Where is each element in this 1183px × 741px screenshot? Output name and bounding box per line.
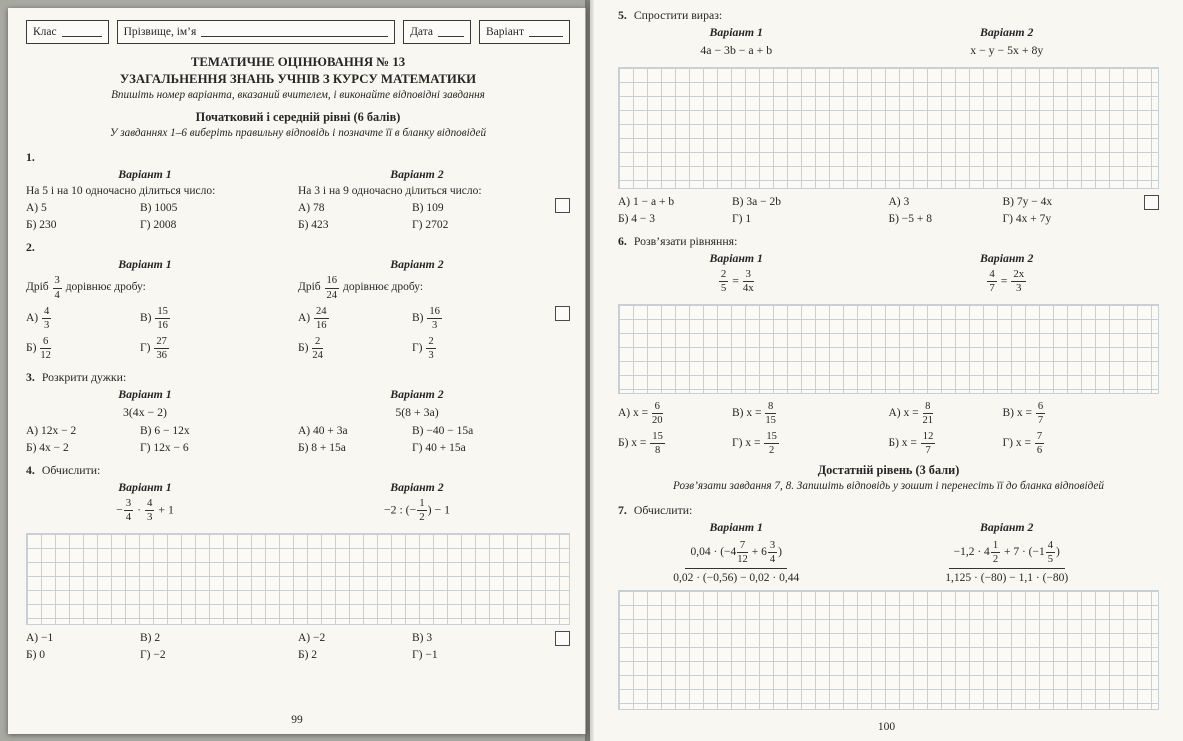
question-number: 1. bbox=[26, 150, 35, 165]
answer-option: А) 78 bbox=[298, 202, 325, 215]
fraction: $\frac{16}{3}$ bbox=[429, 305, 440, 331]
question-4 bbox=[26, 463, 570, 661]
q4-variant-2 bbox=[298, 478, 570, 527]
answer-option: А) $\frac{4}{3}$ bbox=[26, 305, 50, 331]
fraction-denominator: 1,125 · (−80) − 1,1 · (−80) bbox=[945, 572, 1069, 585]
expression bbox=[889, 540, 1126, 584]
fraction: $\frac{24}{16}$ bbox=[316, 305, 327, 331]
class-blank[interactable] bbox=[62, 26, 102, 37]
fraction: $\frac{2x}{3}$ bbox=[1013, 268, 1025, 295]
fraction: $\frac{6}{7}$ bbox=[1037, 400, 1044, 426]
fraction-numerator: 0,04 · (−4 $\frac{7}{12}$ + 6 $\frac{3}{4}$ ) bbox=[685, 540, 787, 569]
answer-option: В) 109 bbox=[412, 202, 444, 215]
answer-option: Б) 423 bbox=[298, 219, 329, 232]
question-number: 7. bbox=[618, 503, 627, 518]
options-list bbox=[889, 401, 1126, 456]
fraction: $\frac{4}{7}$ bbox=[989, 268, 995, 295]
q7-variant-1 bbox=[618, 518, 889, 584]
fraction: $\frac{27}{36}$ bbox=[156, 335, 167, 361]
date-blank[interactable] bbox=[438, 26, 464, 37]
expression bbox=[618, 540, 855, 584]
fraction: $\frac{8}{15}$ bbox=[765, 400, 776, 426]
answer-option: В) x = $\frac{6}{7}$ bbox=[1002, 400, 1044, 426]
question-text: Дріб $\frac{3}{4}$ дорівнює дробу: bbox=[26, 275, 146, 301]
expression: 3(4x − 2) bbox=[122, 405, 167, 420]
working-grid bbox=[618, 590, 1159, 710]
answer-option: Г) $\frac{27}{36}$ bbox=[140, 335, 167, 361]
level1-title: Початковий і середній рівні (6 балів) bbox=[195, 110, 401, 125]
page-subtitle: УЗАГАЛЬНЕННЯ ЗНАНЬ УЧНІВ З КУРСУ МАТЕМАТИКИ bbox=[119, 71, 477, 86]
expression: x − y − 5x + 8y bbox=[970, 43, 1044, 57]
variant-field bbox=[479, 20, 570, 44]
answer-option: Б) x = $\frac{12}{7}$ bbox=[888, 430, 934, 457]
date-label: Дата bbox=[410, 25, 433, 38]
answer-option: Б) $\frac{6}{12}$ bbox=[26, 335, 51, 361]
answer-option: В) 3a − 2b bbox=[732, 196, 781, 208]
q1-variant-2 bbox=[298, 165, 570, 231]
answer-option: Г) 4x + 7y bbox=[1002, 213, 1052, 225]
working-grid bbox=[26, 533, 570, 625]
variant-1-header: Варіант 1 bbox=[118, 167, 172, 182]
equation: $\frac{2}{5}$ = $\frac{3}{4x}$ bbox=[720, 268, 754, 295]
variant-2-header: Варіант 2 bbox=[390, 480, 444, 495]
answer-option: В) 7y − 4x bbox=[1002, 196, 1053, 208]
variant-2-header: Варіант 2 bbox=[390, 387, 444, 402]
name-label: Прізвище, ім’я bbox=[123, 25, 197, 38]
question-text: На 3 і на 9 одночасно ділиться число: bbox=[298, 185, 482, 198]
fraction: $\frac{2}{3}$ bbox=[428, 335, 434, 361]
fraction: $\frac{8}{21}$ bbox=[922, 400, 934, 426]
left-page bbox=[8, 8, 586, 734]
variant-label: Варіант bbox=[485, 25, 524, 38]
q2-variant-1 bbox=[26, 255, 298, 361]
options-list bbox=[618, 401, 855, 456]
right-page bbox=[590, 0, 1183, 741]
question-3 bbox=[26, 370, 570, 454]
fraction: $\frac{2}{24}$ bbox=[312, 335, 323, 361]
fraction: $\frac{15}{2}$ bbox=[766, 430, 777, 457]
answer-option: В) 6 − 12x bbox=[140, 425, 190, 438]
answer-option: В) $\frac{16}{3}$ bbox=[412, 305, 440, 331]
answer-option: Г) 40 + 15a bbox=[412, 442, 466, 455]
options-list bbox=[298, 306, 536, 361]
options-list bbox=[298, 632, 536, 661]
fraction: $\frac{12}{7}$ bbox=[922, 430, 934, 457]
variant-1-header: Варіант 1 bbox=[709, 251, 763, 265]
fraction: $\frac{4}{3}$ bbox=[44, 305, 50, 331]
fraction: $\frac{16}{24}$ bbox=[326, 275, 338, 301]
class-field bbox=[26, 20, 109, 44]
answer-checkbox-q5[interactable] bbox=[1144, 195, 1159, 210]
question-2 bbox=[26, 240, 570, 361]
answer-option: Г) x = $\frac{15}{2}$ bbox=[732, 430, 777, 457]
q6-options-v2 bbox=[889, 396, 1160, 456]
variant-1-header: Варіант 1 bbox=[118, 480, 172, 495]
answer-option: А) 12x − 2 bbox=[26, 425, 77, 438]
variant-2-header: Варіант 2 bbox=[980, 520, 1034, 535]
fraction: $\frac{7}{6}$ bbox=[1036, 430, 1043, 457]
options-list bbox=[298, 425, 536, 454]
fraction: $\frac{4}{5}$ bbox=[1047, 540, 1054, 566]
q5-variant-2 bbox=[889, 23, 1160, 61]
answer-option: Г) −2 bbox=[140, 648, 166, 661]
variant-2-header: Варіант 2 bbox=[980, 251, 1034, 265]
question-1 bbox=[26, 150, 570, 231]
answer-checkbox-q1[interactable] bbox=[555, 198, 570, 213]
q5-variant-1 bbox=[618, 23, 889, 61]
level2-instruction: Розв’язати завдання 7, 8. Запишіть відповідь у зошит і перенесіть її до бланка відповідей bbox=[673, 480, 1104, 493]
variant-1-header: Варіант 1 bbox=[709, 520, 763, 535]
q4-variant-1 bbox=[26, 478, 298, 527]
answer-option: Г) 12x − 6 bbox=[140, 442, 189, 455]
fraction: $\frac{4}{3}$ bbox=[147, 497, 153, 524]
q4-options-v2 bbox=[298, 627, 570, 661]
main-instruction: Впишіть номер варіанта, вказаний вчителем, і виконайте відповідні завдання bbox=[111, 89, 485, 102]
level1-instruction: У завданнях 1–6 виберіть правильну відповідь і позначте її в бланку відповідей bbox=[109, 127, 487, 140]
fraction: $\frac{15}{16}$ bbox=[157, 305, 168, 331]
variant-blank[interactable] bbox=[529, 26, 563, 37]
options-list bbox=[618, 196, 855, 225]
q4-options-v1 bbox=[26, 627, 298, 661]
options-list bbox=[889, 196, 1126, 225]
question-7 bbox=[618, 503, 1159, 710]
question-6 bbox=[618, 234, 1159, 456]
answer-option: Г) $\frac{2}{3}$ bbox=[412, 335, 434, 361]
variant-2-header: Варіант 2 bbox=[390, 257, 444, 272]
fraction: $\frac{15}{8}$ bbox=[652, 430, 663, 457]
answer-option: Б) 2 bbox=[298, 648, 318, 661]
options-list bbox=[298, 202, 536, 231]
answer-option: А) x = $\frac{8}{21}$ bbox=[888, 400, 934, 426]
answer-option: В) 2 bbox=[140, 631, 161, 644]
answer-option: А) 3 bbox=[888, 196, 910, 208]
answer-option: Б) 4x − 2 bbox=[26, 442, 69, 455]
answer-option: А) x = $\frac{6}{20}$ bbox=[618, 400, 663, 426]
name-blank[interactable] bbox=[201, 26, 388, 37]
question-title: Обчислити: bbox=[633, 503, 693, 518]
fraction-numerator: −1,2 · 4 $\frac{1}{2}$ + 7 · (−1 $\frac{4}{5}$ ) bbox=[949, 540, 1065, 569]
question-text: На 5 і на 10 одночасно ділиться число: bbox=[26, 185, 216, 198]
expression: − $\frac{3}{4}$ · $\frac{4}{3}$ + 1 bbox=[116, 497, 174, 524]
answer-option: В) −40 − 15a bbox=[412, 425, 474, 438]
variant-2-header: Варіант 2 bbox=[390, 167, 444, 182]
answer-option: А) −2 bbox=[298, 631, 326, 644]
answer-option: А) 1 − a + b bbox=[618, 196, 675, 208]
fraction: $\frac{3}{4x}$ bbox=[742, 268, 754, 295]
variant-1-header: Варіант 1 bbox=[118, 387, 172, 402]
q3-variant-2 bbox=[298, 385, 570, 454]
answer-option: Г) 1 bbox=[732, 213, 752, 225]
answer-option: Б) 8 + 15a bbox=[298, 442, 346, 455]
variant-1-header: Варіант 1 bbox=[118, 257, 172, 272]
expression: −2 : (− $\frac{1}{2}$ ) − 1 bbox=[383, 497, 451, 524]
q6-options-v1 bbox=[618, 396, 889, 456]
options-list bbox=[26, 425, 264, 454]
answer-option: А) −1 bbox=[26, 631, 54, 644]
answer-option: Б) 0 bbox=[26, 648, 46, 661]
answer-option: Б) 4 − 3 bbox=[618, 213, 656, 225]
name-field bbox=[117, 20, 395, 44]
page-number: 99 bbox=[291, 714, 303, 726]
class-label: Клас bbox=[33, 25, 57, 38]
answer-option: В) $\frac{15}{16}$ bbox=[140, 305, 168, 331]
question-number: 3. bbox=[26, 370, 35, 385]
question-text: Дріб $\frac{16}{24}$ дорівнює дробу: bbox=[298, 275, 424, 301]
fraction: $\frac{6}{20}$ bbox=[652, 400, 663, 426]
fraction: $\frac{7}{12}$ bbox=[737, 540, 748, 566]
question-title: Розв’язати рівняння: bbox=[633, 234, 738, 248]
answer-option: Б) $\frac{2}{24}$ bbox=[298, 335, 323, 361]
q1-variant-1 bbox=[26, 165, 298, 231]
working-grid bbox=[618, 304, 1159, 394]
fraction-denominator: 0,02 · (−0,56) − 0,02 · 0,44 bbox=[673, 572, 800, 585]
page-gutter-shadow bbox=[585, 0, 594, 741]
question-title: Спростити вираз: bbox=[633, 8, 723, 22]
answer-option: Г) 2008 bbox=[140, 219, 177, 232]
q3-variant-1 bbox=[26, 385, 298, 454]
answer-option: В) x = $\frac{8}{15}$ bbox=[732, 400, 776, 426]
expression: 4a − 3b − a + b bbox=[700, 43, 773, 57]
question-number: 2. bbox=[26, 240, 35, 255]
answer-option: Б) 230 bbox=[26, 219, 57, 232]
fraction: $\frac{1}{2}$ bbox=[419, 497, 425, 524]
question-title: Розкрити дужки: bbox=[41, 370, 127, 385]
options-list bbox=[26, 632, 264, 661]
question-title: Обчислити: bbox=[41, 463, 101, 478]
fraction: $\frac{6}{12}$ bbox=[40, 335, 51, 361]
variant-1-header: Варіант 1 bbox=[709, 25, 763, 39]
question-number: 6. bbox=[618, 234, 627, 248]
q6-variant-2 bbox=[889, 249, 1160, 298]
answer-option: В) 1005 bbox=[140, 202, 178, 215]
answer-option: Б) x = $\frac{15}{8}$ bbox=[618, 430, 663, 457]
question-number: 4. bbox=[26, 463, 35, 478]
working-grid bbox=[618, 67, 1159, 189]
q7-variant-2 bbox=[889, 518, 1160, 584]
fraction: $\frac{3}{4}$ bbox=[769, 540, 776, 566]
q5-options-v2 bbox=[889, 191, 1160, 225]
equation: $\frac{4}{7}$ = $\frac{2x}{3}$ bbox=[989, 268, 1025, 295]
page-number: 100 bbox=[877, 721, 896, 733]
question-number: 5. bbox=[618, 8, 627, 22]
fraction: $\frac{1}{2}$ bbox=[992, 540, 999, 566]
date-field bbox=[403, 20, 471, 44]
answer-option: В) 3 bbox=[412, 631, 433, 644]
answer-option: Б) −5 + 8 bbox=[888, 213, 933, 225]
fraction: $\frac{3}{4}$ bbox=[54, 275, 60, 301]
answer-option: Г) −1 bbox=[412, 648, 438, 661]
expression: 5(8 + 3a) bbox=[395, 405, 439, 420]
student-info-form bbox=[26, 20, 570, 44]
answer-option: А) $\frac{24}{16}$ bbox=[298, 305, 327, 331]
page-title: ТЕМАТИЧНЕ ОЦІНЮВАННЯ № 13 bbox=[190, 55, 406, 69]
q5-options-v1 bbox=[618, 191, 889, 225]
answer-option: Г) x = $\frac{7}{6}$ bbox=[1002, 430, 1043, 457]
fraction: $\frac{2}{5}$ bbox=[720, 268, 727, 295]
q6-variant-1 bbox=[618, 249, 889, 298]
answer-option: А) 5 bbox=[26, 202, 47, 215]
options-list bbox=[26, 202, 264, 231]
variant-2-header: Варіант 2 bbox=[980, 25, 1034, 39]
answer-option: А) 40 + 3a bbox=[298, 425, 348, 438]
options-list bbox=[26, 306, 264, 361]
q2-variant-2 bbox=[298, 255, 570, 361]
answer-checkbox-q2[interactable] bbox=[555, 306, 570, 321]
answer-checkbox-q4[interactable] bbox=[555, 631, 570, 646]
answer-option: Г) 2702 bbox=[412, 219, 449, 232]
question-5 bbox=[618, 8, 1159, 225]
fraction: $\frac{3}{4}$ bbox=[125, 497, 132, 524]
level2-title: Достатній рівень (3 бали) bbox=[817, 463, 960, 478]
